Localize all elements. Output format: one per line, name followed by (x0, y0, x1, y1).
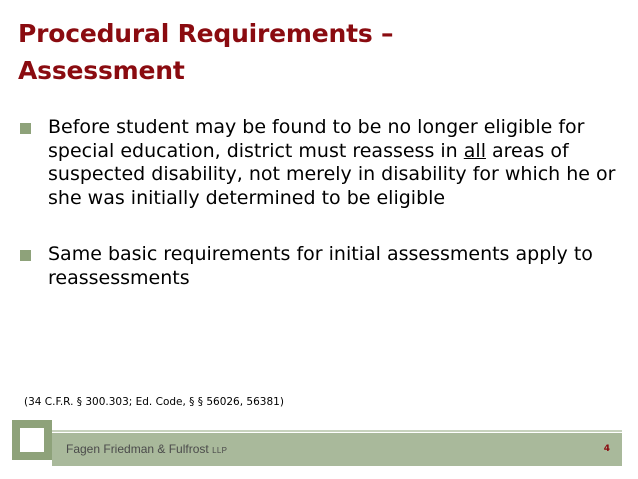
page-number: 4 (603, 444, 610, 454)
bullet-item-reassess (18, 116, 618, 210)
bullet-text-post: areas of suspected disability, not merely in disability for which he or she was initially determined to be eligible (48, 139, 616, 209)
bullet-item-requirements (18, 243, 618, 290)
firm-logo-square-icon (12, 420, 52, 460)
square-bullet-icon (20, 123, 31, 134)
slide-title (18, 15, 618, 89)
slide-title-line-1: Procedural Requirements – (18, 19, 394, 48)
footer-bar (52, 433, 622, 466)
bullet-text: Same basic requirements for initial assessments apply to reassessments (48, 243, 593, 289)
legal-citation: (34 C.F.R. § 300.303; Ed. Code, § § 56026, 56381) (24, 396, 284, 408)
firm-name-text: Fagen Friedman & Fulfrost (66, 442, 209, 456)
bullet-text-pre: Before student may be found to be no longer eligible for special education, district must reassess in (48, 116, 585, 162)
footer (0, 420, 638, 474)
footer-divider (52, 430, 622, 432)
bullet-text-underlined: all (463, 139, 486, 162)
slide-title-line-2: Assessment (18, 56, 185, 85)
firm-name-suffix: LLP (212, 446, 228, 455)
firm-name (66, 442, 227, 458)
bullet-list (18, 116, 618, 290)
square-bullet-icon (20, 250, 31, 261)
